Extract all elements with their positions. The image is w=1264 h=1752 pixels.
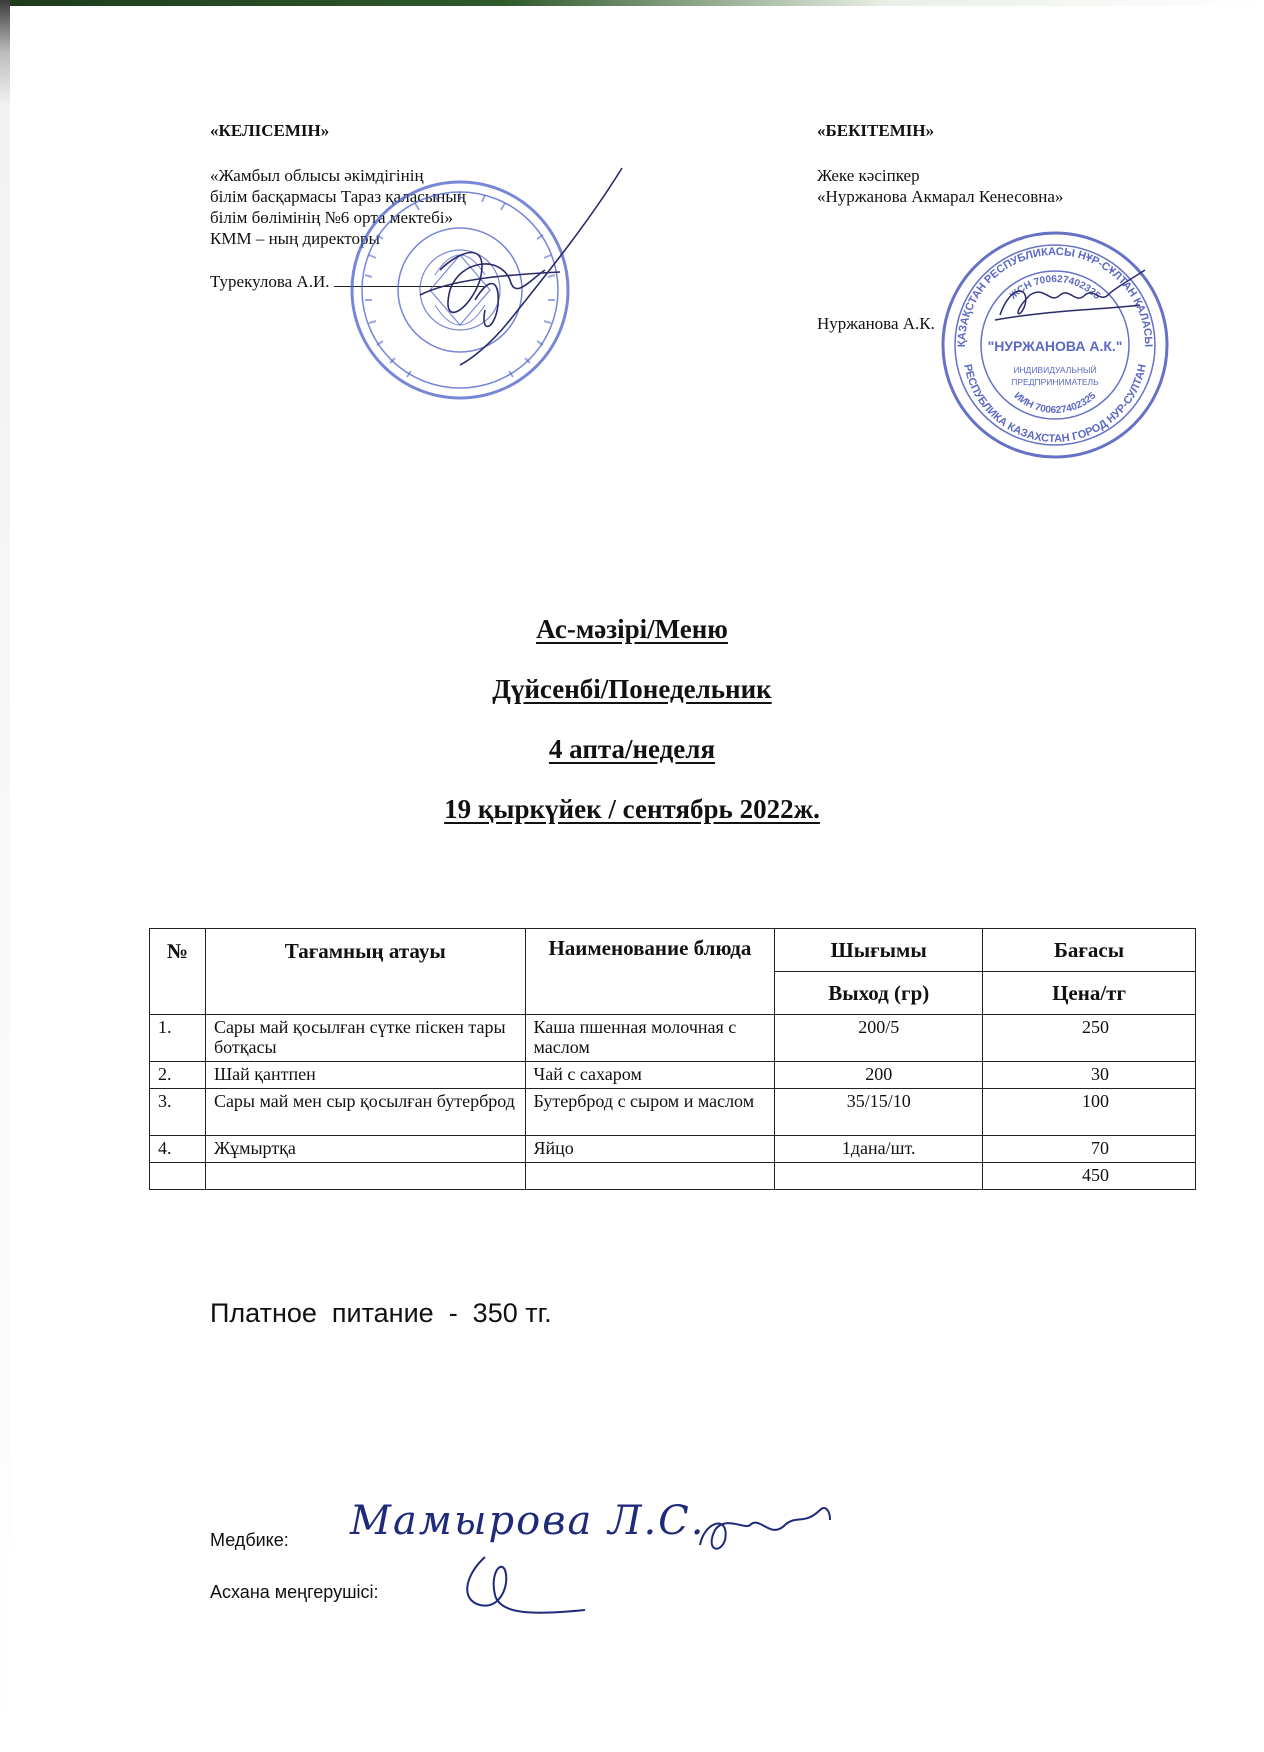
director-signature <box>380 160 640 380</box>
approval-right-line: «Нуржанова Акмарал Кенесовна» <box>817 187 1064 206</box>
title-week: 4 апта/неделя <box>548 734 716 764</box>
entrepreneur-stamp <box>935 225 1175 465</box>
approval-left-line: білім басқармасы Тараз қаласының <box>210 187 466 206</box>
header-yield-kz: Шығымы <box>775 929 983 972</box>
cell-total: 450 <box>983 1163 1196 1190</box>
header-yield-ru: Выход (гр) <box>775 972 983 1015</box>
cell-name-ru: Чай с сахаром <box>525 1062 775 1089</box>
header-name-kz: Тағамның атауы <box>205 929 525 1015</box>
entrepreneur-signature <box>990 265 1150 335</box>
cell-name-kz: Сары май мен сыр қосылған бутерброд <box>205 1089 525 1136</box>
canteen-head-signature <box>455 1545 595 1625</box>
cell-yield: 200/5 <box>775 1015 983 1062</box>
table-row <box>150 1089 1196 1136</box>
cell-name-ru: Бутерброд с сыром и маслом <box>525 1089 775 1136</box>
table-total-row <box>150 1163 1196 1190</box>
table-header-row <box>150 929 1196 972</box>
cell-yield: 35/15/10 <box>775 1089 983 1136</box>
title-menu: Ас-мәзірі/Меню <box>536 614 728 644</box>
cell-name-kz: Сары май қосылған сүтке піскен тары ботқасы <box>205 1015 525 1062</box>
approval-left-signatory: Турекулова А.И. <box>210 272 330 291</box>
cell-name-ru: Каша пшенная молочная с маслом <box>525 1015 775 1062</box>
cell-price: 30 <box>983 1062 1196 1089</box>
cell-num: 2. <box>150 1062 206 1089</box>
stamp-id-top-text: ЖСН 700627402325 <box>1007 273 1103 302</box>
table-row <box>150 1015 1196 1062</box>
approval-left-heading: «КЕЛІСЕМІН» <box>210 121 330 140</box>
paid-meal-note: Платное питание - 350 тг. <box>210 1298 552 1328</box>
title-date: 19 қыркүйек / сентябрь 2022ж. <box>444 794 820 824</box>
menu-titles <box>0 612 1264 852</box>
cell-name-ru: Яйцо <box>525 1136 775 1163</box>
approval-left-line: білім бөлімінің №6 орта мектебі» <box>210 208 453 227</box>
stamp-center-name: "НУРЖАНОВА А.К." <box>987 338 1123 354</box>
nurse-label: Медбике: <box>210 1530 289 1550</box>
approval-right-heading: «БЕКІТЕМІН» <box>817 121 935 140</box>
empty-cell <box>205 1163 525 1190</box>
header-price-ru: Цена/тг <box>983 972 1196 1015</box>
stamp-ring-top-text: ҚАЗАҚСТАН РЕСПУБЛИКАСЫ НҰР-СҰЛТАН ҚАЛАСЫ <box>955 245 1155 348</box>
table-row <box>150 1136 1196 1163</box>
cell-name-kz: Шай қантпен <box>205 1062 525 1089</box>
empty-cell <box>525 1163 775 1190</box>
nurse-handwriting: Мамырова Л.С. <box>350 1498 706 1544</box>
stamp-sub2: ПРЕДПРИНИМАТЕЛЬ <box>1011 377 1099 387</box>
approval-right-signatory: Нуржанова А.К. <box>817 314 935 333</box>
header-price-kz: Бағасы <box>983 929 1196 972</box>
scan-edge <box>0 0 1264 6</box>
menu-table <box>149 928 1196 1190</box>
approval-left-line: «Жамбыл облысы әкімдігінің <box>210 166 424 185</box>
stamp-sub1: ИНДИВИДУАЛЬНЫЙ <box>1013 365 1097 375</box>
cell-num: 4. <box>150 1136 206 1163</box>
cell-price: 100 <box>983 1089 1196 1136</box>
approval-left-line: КММ – ның директоры <box>210 229 380 248</box>
header-num: № <box>150 929 206 1015</box>
table-row <box>150 1062 1196 1089</box>
cell-num: 3. <box>150 1089 206 1136</box>
empty-cell <box>775 1163 983 1190</box>
cell-price: 70 <box>983 1136 1196 1163</box>
nurse-signature <box>690 1500 840 1560</box>
empty-cell <box>150 1163 206 1190</box>
approval-right-line: Жеке кәсіпкер <box>817 166 920 185</box>
scan-edge <box>0 0 10 1752</box>
cell-yield: 200 <box>775 1062 983 1089</box>
cell-name-kz: Жұмыртқа <box>205 1136 525 1163</box>
cell-yield: 1дана/шт. <box>775 1136 983 1163</box>
canteen-head-label: Асхана меңгерушісі: <box>210 1582 379 1602</box>
stamp-id-bottom-text: ИИН 700627402325 <box>1011 390 1099 417</box>
cell-num: 1. <box>150 1015 206 1062</box>
title-day: Дүйсенбі/Понедельник <box>492 674 772 704</box>
cell-price: 250 <box>983 1015 1196 1062</box>
header-name-ru: Наименование блюда <box>525 929 775 1015</box>
stamp-ring-bottom-text: РЕСПУБЛИКА КАЗАХСТАН ГОРОД НУР-СУЛТАН <box>961 363 1149 446</box>
